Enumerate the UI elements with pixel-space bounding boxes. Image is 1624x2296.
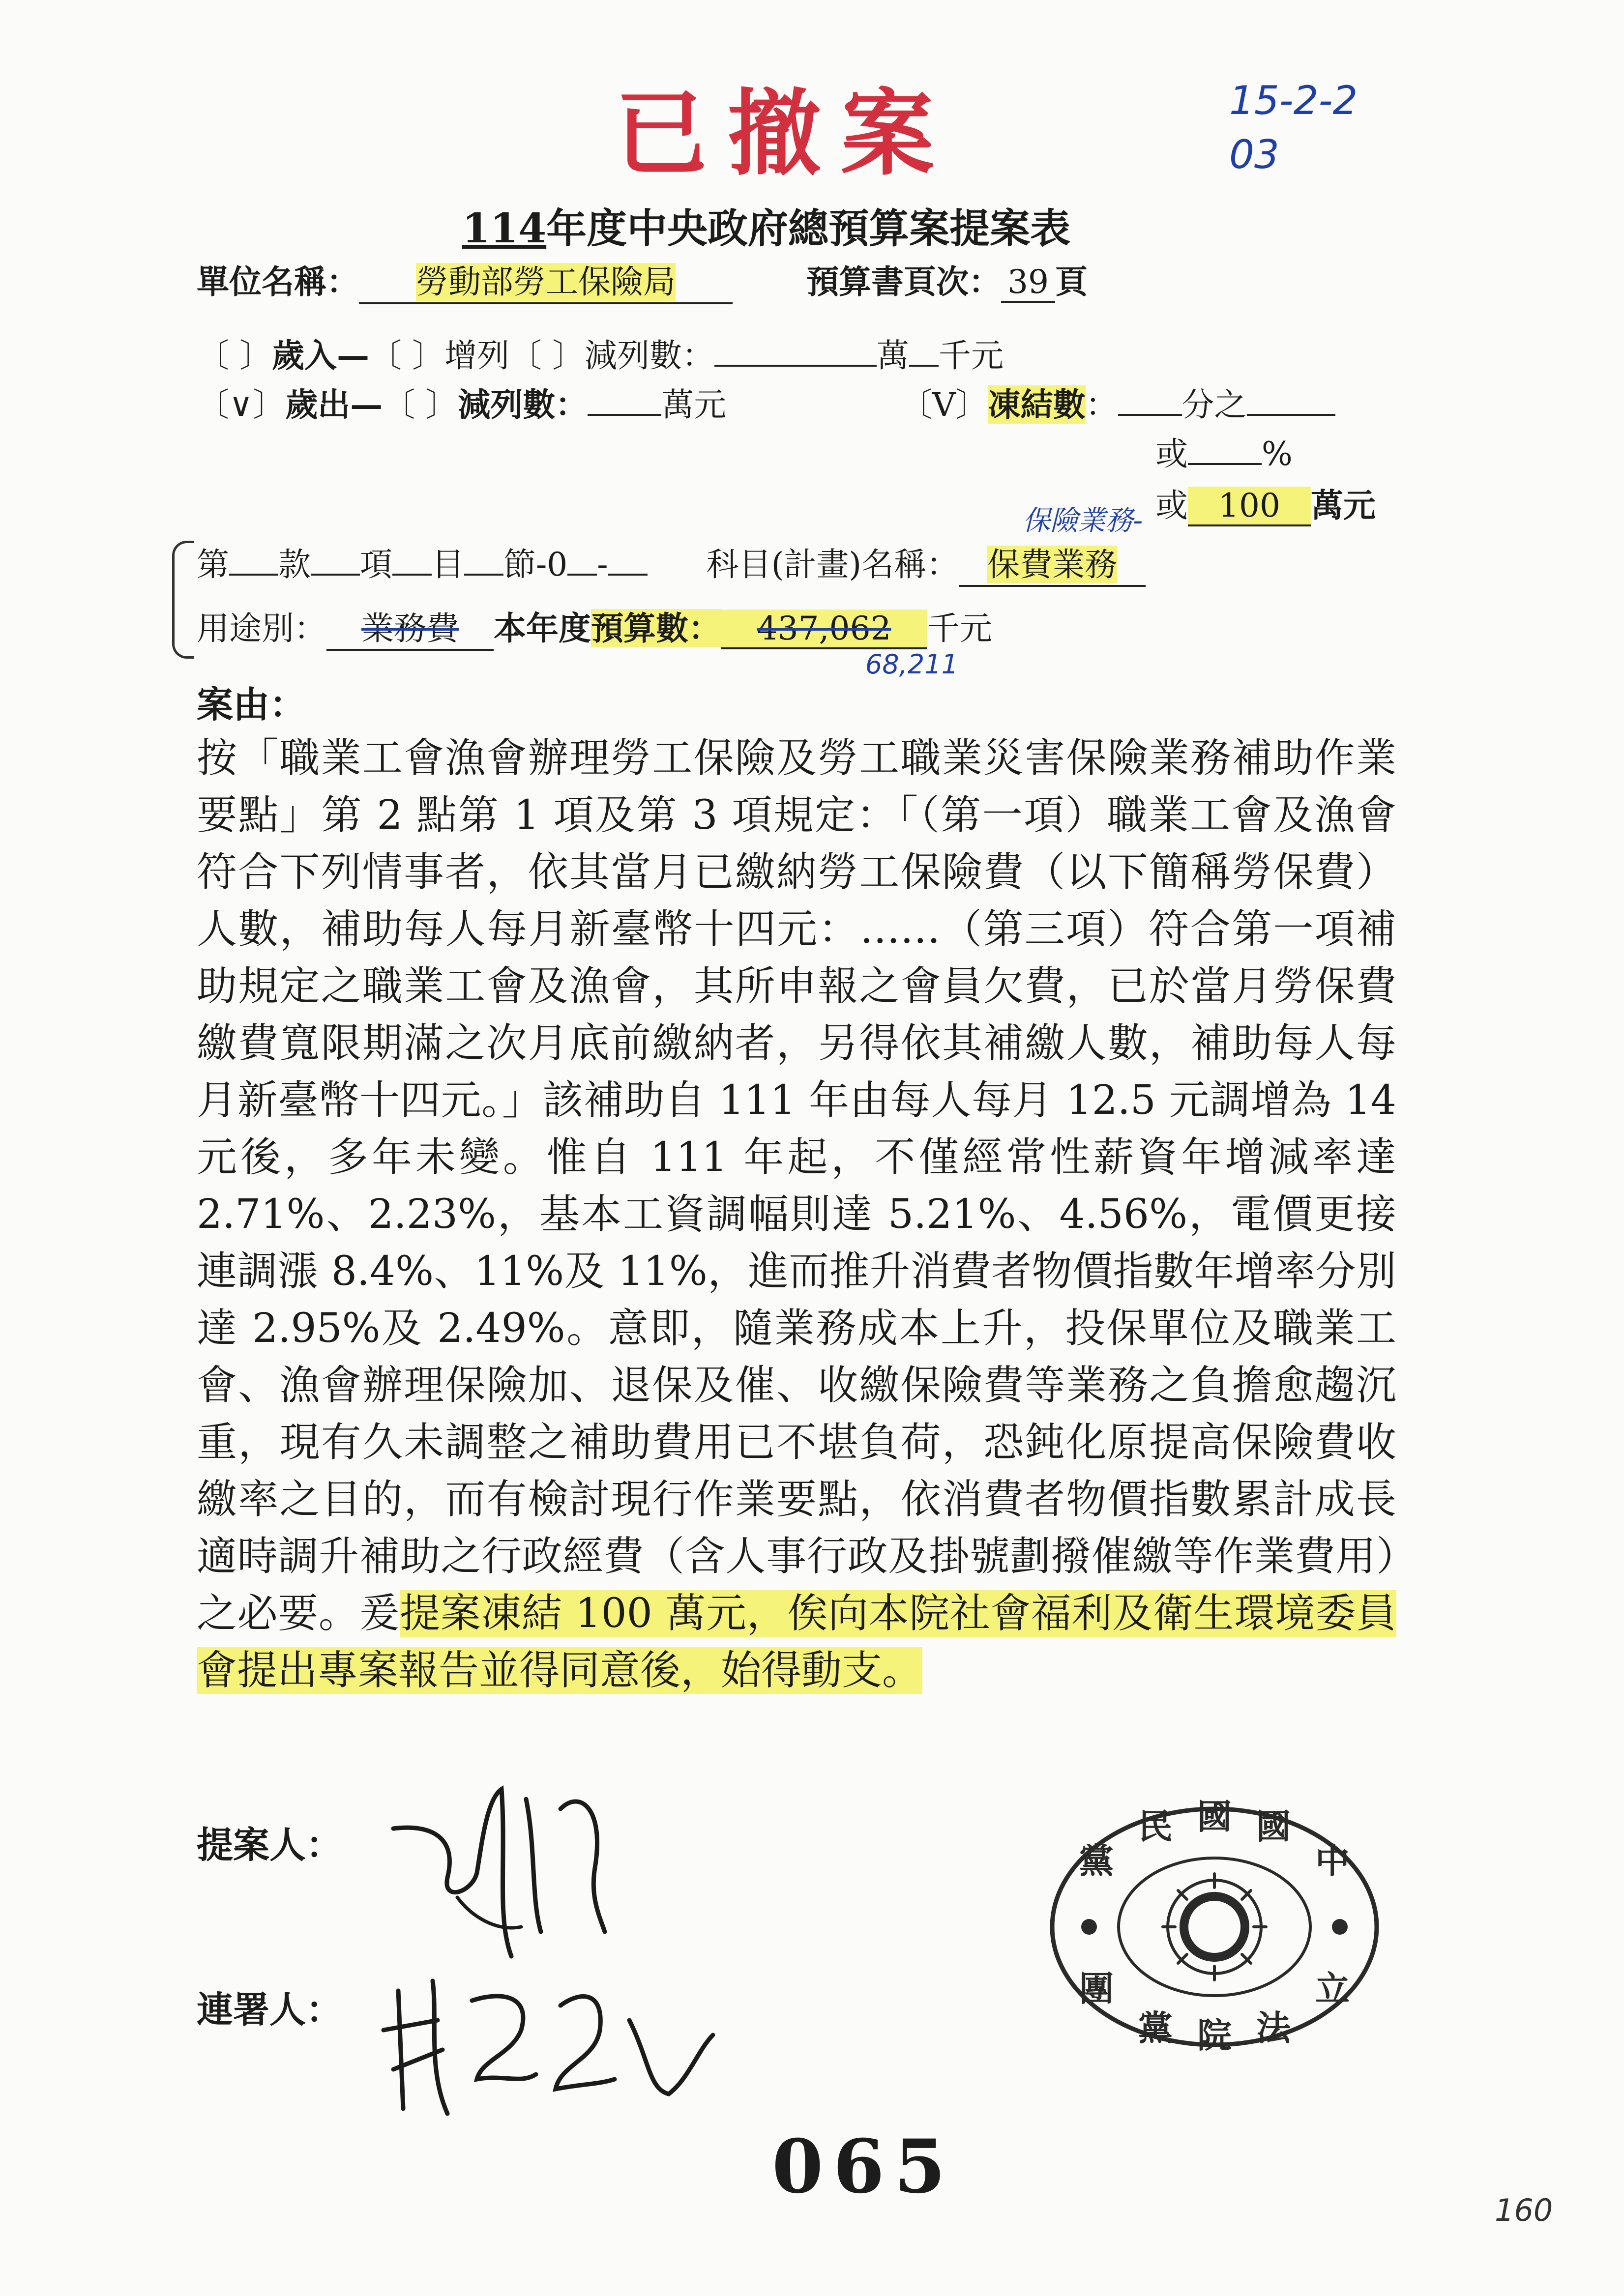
svg-text:法: 法 (1256, 2007, 1291, 2048)
cosigner-signature (374, 1961, 728, 2128)
usage-row: 用途別： 業務費 本年度預算數： 437,062 千元 (197, 602, 992, 651)
svg-text:院: 院 (1197, 2015, 1232, 2056)
title-text: 年度中央政府總預算案提案表 (546, 205, 1071, 252)
case-body-text: 按「職業工會漁會辦理勞工保險及勞工職業災害保險業務補助作業要點」第 2 點第 1 項及第 3 項規定：「（第一項）職業工會及漁會符合下列情事者，依其當月已繳納勞工保險費（以下簡稱勞保費）人數，補助每人每月新臺幣十四元：……（第三項）符合第一項補助規定之職業工會及漁會，其所申報之會員欠費，已於當月勞保費繳費寬限期滿之次月底前繳納者，另得依其補繳人數，補助每人每月新臺幣十四元。」該補助自 111 年由每人每月 12.5 元調增為 14 元後，多年未變。惟自 111 年起，不僅經常性薪資年增減率達 2.71%、2.23%，基本工資調幅則達 5.21%、4.56%，電價更接連調漲 8.4%、11%及 11%，進而推升消費者物價指數年增率分別達 2.95%及 2.49%。意即，隨業務成本上升，投保單位及職業工會、漁會辦理保險加、退保及催、收繳保險費等業務之負擔愈趨沉重，現有久未調整之補助費用已不堪負荷，恐鈍化原提高保險費收繳率之目的，而有檢討現行作業要點，依消費者物價指數累計成長適時調升補助之行政經費（含人事行政及掛號劃撥催繳等作業費用）之必要。爰 (197, 735, 1396, 1637)
case-body (197, 730, 1396, 1699)
budget-page-field: 預算書頁次： 39 頁 (806, 256, 1088, 303)
svg-text:立: 立 (1315, 1968, 1350, 2009)
or-amount-row: 或 100 萬元 (1155, 479, 1376, 526)
svg-text:中: 中 (1315, 1840, 1350, 1881)
freeze-row: 〔V〕凍結數： 分之 (900, 378, 1335, 425)
bracket (172, 541, 194, 659)
title-year: 114 (462, 205, 547, 252)
svg-text:黨: 黨 (1138, 2007, 1173, 2048)
subject-row: 第 款 項 目 節-0 - 科目(計畫)名稱： 保費業務 (197, 538, 1146, 587)
withdrawn-stamp: 已撤案 (615, 79, 954, 188)
budget-label: 預算數： (591, 609, 721, 647)
proposer-label: 提案人： (197, 1824, 342, 1866)
cosigner-label: 連署人： (197, 1989, 342, 2031)
freeze-label: 凍結數 (988, 385, 1086, 424)
handwritten-date: 15-2-2 03 (1229, 78, 1358, 177)
unit-value: 勞動部勞工保險局 (416, 263, 676, 301)
svg-text:民: 民 (1138, 1806, 1173, 1847)
budget-page-value: 39 (1001, 263, 1055, 303)
handwritten-amount: 68,211 (865, 649, 958, 680)
income-row: 〔 〕歲入—〔 〕增列〔 〕減列數： 萬 千元 (197, 336, 1004, 375)
freeze-amount: 100 (1188, 487, 1311, 526)
corner-number: 160 (1495, 2192, 1553, 2228)
page-number: 065 (772, 2123, 956, 2210)
or-percent-row: 或 % (1155, 435, 1293, 473)
budget-value: 437,062 (721, 610, 927, 649)
party-seal (1042, 1794, 1387, 2060)
expense-row: 〔∨〕歲出—〔 〕減列數： 萬元 (197, 385, 727, 424)
proposer-signature (374, 1770, 629, 1976)
svg-text:黨: 黨 (1079, 1840, 1114, 1881)
svg-text:團: 團 (1079, 1968, 1114, 2009)
svg-text:國: 國 (1197, 1796, 1232, 1837)
svg-text:國: 國 (1256, 1806, 1291, 1847)
usage-value: 業務費 (361, 610, 459, 647)
form-title (462, 197, 1070, 254)
handwritten-subject-note: 保險業務- (1023, 505, 1143, 537)
case-body-highlight: 提案凍結 100 萬元，俟向本院社會福利及衛生環境委員會提出專案報告並得同意後，始得動支。 (197, 1590, 1396, 1694)
case-label: 案由： (197, 684, 306, 726)
unit-field: 單位名稱： 勞動部勞工保險局 (197, 256, 733, 304)
subject-value: 保費業務 (987, 546, 1118, 583)
